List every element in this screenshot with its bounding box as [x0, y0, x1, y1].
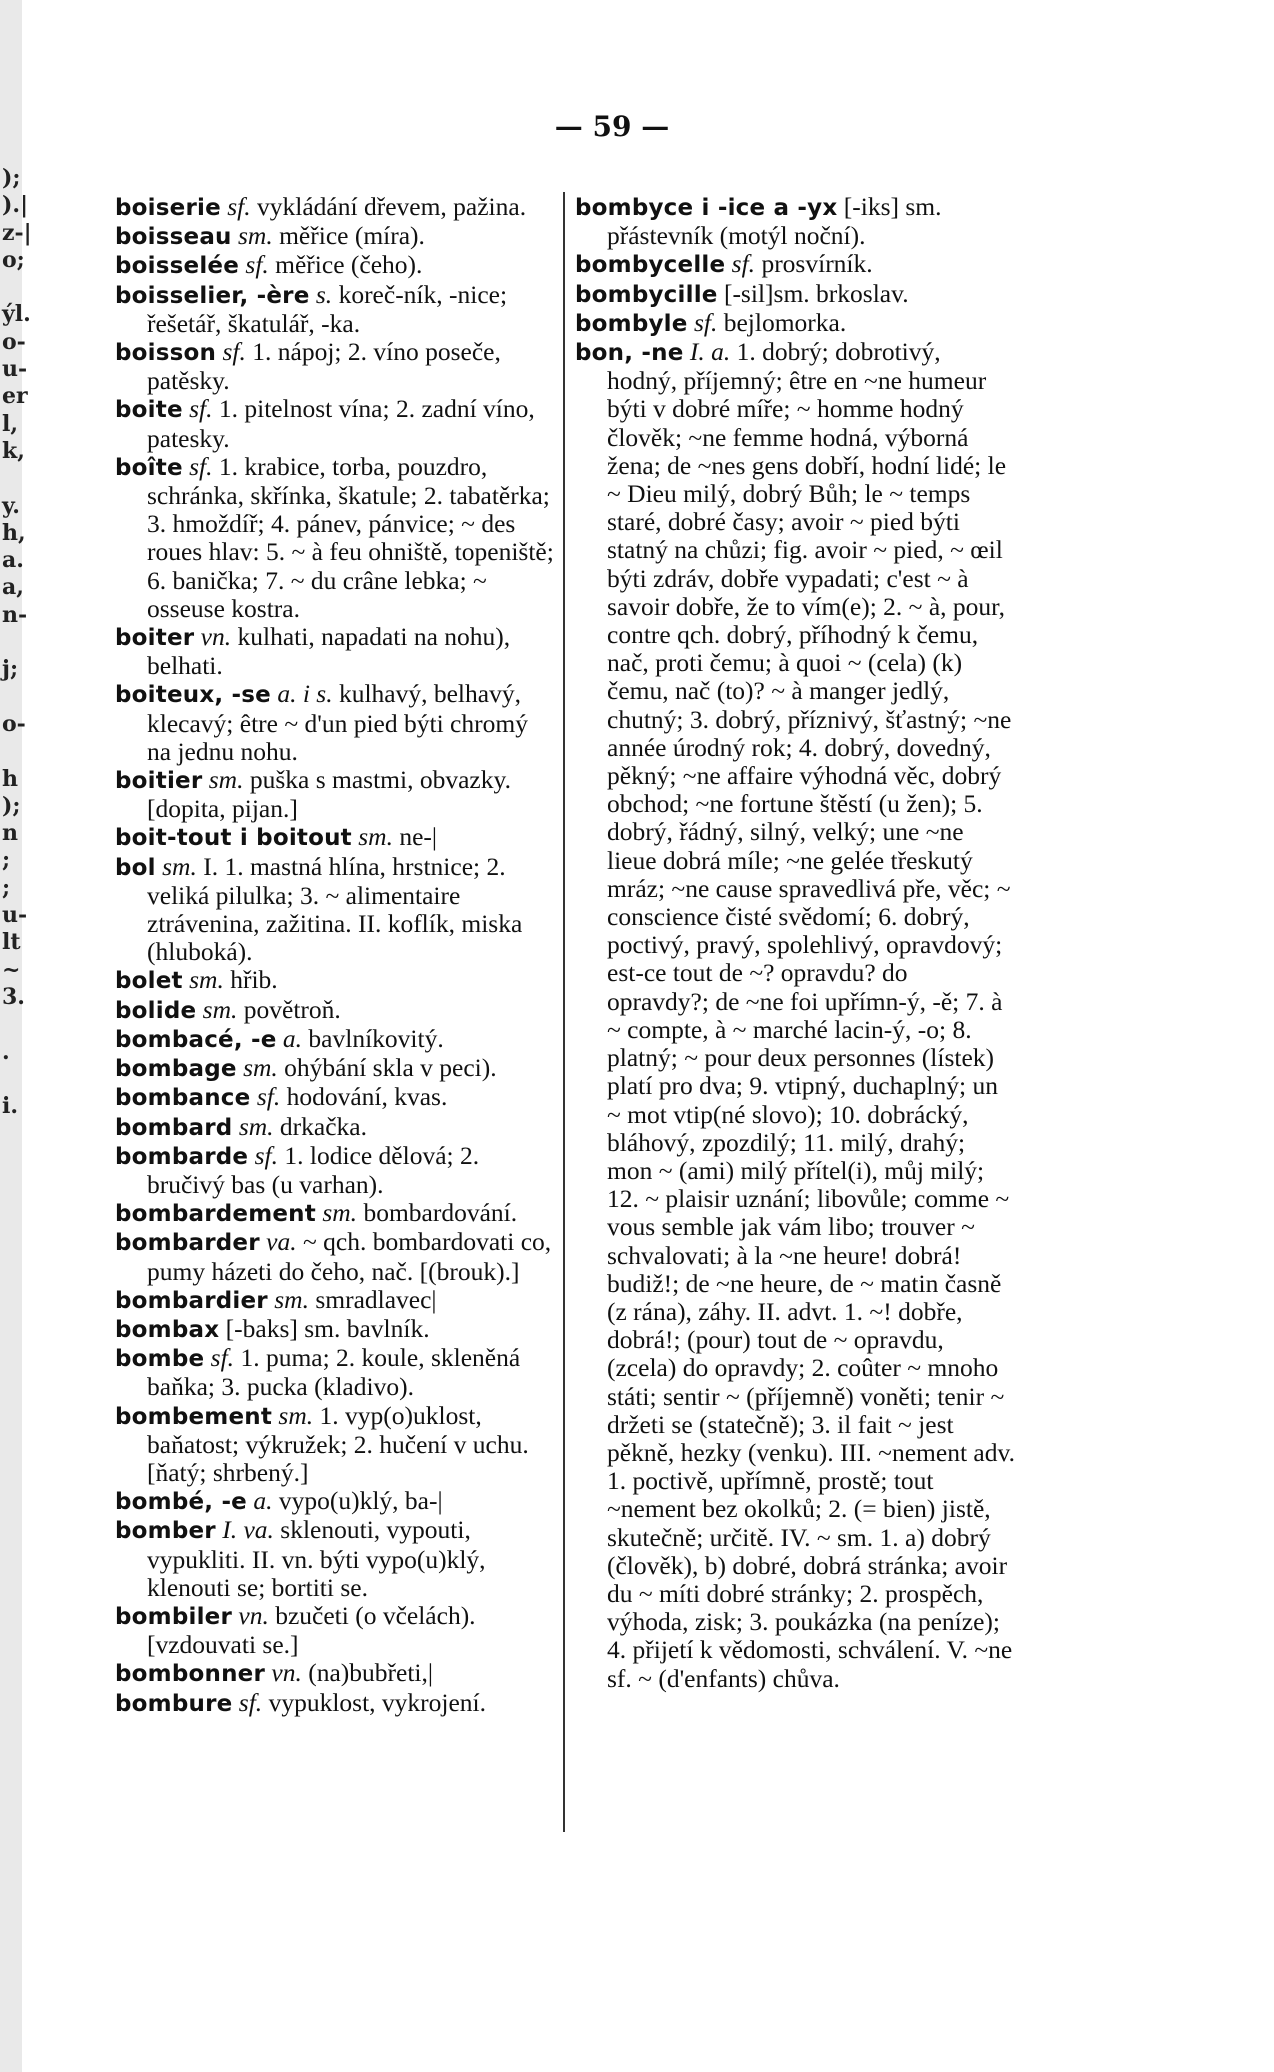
entry-definition: ohýbání skla v peci). — [284, 1053, 497, 1083]
entry-definition: 1. krabice, torba, pouzdro, schránka, skřínka, škatule; 2. tabatěrka; 3. hmoždíř; 4. pánev, pánvice; ~ des roues hlav: 5. ~ à feu ohniště, topeniště; 6. banička; 7. ~ du crâne lebka; ~ osseuse kostra. — [147, 451, 554, 623]
dictionary-entry — [115, 1402, 555, 1488]
entry-definition: bejlomorka. — [723, 307, 847, 337]
entry-headword: boisselier, -ère — [115, 282, 310, 309]
entry-part-of-speech: sf. — [227, 192, 251, 221]
entry-definition: hřib. — [230, 965, 278, 995]
entry-headword: bon, -ne — [575, 340, 684, 367]
entry-headword: bombyce i -ice a -yx — [575, 195, 838, 221]
entry-definition: I. 1. mastná hlína, hrstnice; 2. veliká pilulka; 3. ~ alimentaire ztrávenina, zažitina. II. koflík, miska (hluboká). — [147, 851, 523, 967]
entry-definition: puška s mastmi, obvazky. [dopita, pijan.] — [147, 765, 511, 824]
entry-part-of-speech: va. — [266, 1227, 297, 1257]
entry-headword: bombyle — [575, 310, 688, 337]
dictionary-entry — [575, 338, 1015, 1693]
entry-headword: bombure — [115, 1690, 233, 1717]
entry-headword: bombarde — [115, 1143, 249, 1170]
entry-part-of-speech: sf. — [256, 1082, 281, 1112]
dictionary-entry — [115, 1344, 555, 1401]
dictionary-entry — [115, 1025, 555, 1054]
entry-part-of-speech: I. a. — [689, 337, 731, 367]
entry-definition: smradlavec| — [315, 1284, 437, 1314]
entry-definition: bombardování. — [363, 1198, 518, 1228]
entry-headword: boisseau — [115, 224, 232, 251]
entry-part-of-speech: s. — [315, 279, 333, 309]
dictionary-entry — [115, 1142, 555, 1199]
dictionary-entry — [115, 1315, 555, 1344]
previous-page-text-fragments: ); ).| z-| o; ýl. o- u- er l, k, y. h, a. a, n- j; o- h ); n ; ; u- lt ~ 3. . i. — [2, 165, 32, 1120]
entry-part-of-speech: sf. — [222, 337, 246, 367]
entry-part-of-speech: sm. — [208, 765, 244, 795]
entry-part-of-speech: sf. — [210, 1343, 235, 1373]
dictionary-entry — [575, 193, 1015, 250]
entry-definition: kulhavý, belhavý, klecavý; être ~ d'un pied býti chromý na jednu nohu. — [147, 679, 528, 766]
entry-definition: vykládání dřevem, pažina. — [257, 192, 527, 221]
entry-headword: bombance — [115, 1085, 251, 1112]
entry-part-of-speech: sm. — [322, 1198, 358, 1228]
entry-headword: boitier — [115, 768, 203, 795]
entry-part-of-speech: sm. — [278, 1400, 314, 1430]
entry-definition: sklenouti, vypouti, vypukliti. II. vn. býti vypo(u)klý, klenouti se; bortiti se. — [147, 1515, 486, 1602]
entry-headword: bombage — [115, 1056, 237, 1083]
entry-headword: boite — [115, 397, 183, 424]
entry-headword: boîte — [115, 454, 183, 481]
entry-headword: bombement — [115, 1403, 273, 1430]
dictionary-entry — [115, 823, 555, 852]
entry-part-of-speech: vn. — [271, 1658, 302, 1688]
entry-part-of-speech: sf. — [238, 1687, 263, 1717]
dictionary-entry — [115, 1689, 555, 1718]
entry-part-of-speech: sf. — [693, 307, 718, 337]
dictionary-entry — [115, 1487, 555, 1516]
column-divider — [563, 192, 565, 1832]
entry-part-of-speech: sm. — [238, 1111, 274, 1141]
entry-definition: vypuklost, vykrojení. — [268, 1687, 487, 1717]
dictionary-entry — [115, 338, 555, 395]
entry-headword: bomber — [115, 1518, 216, 1545]
entry-definition: 1. puma; 2. koule, skleněná baňka; 3. pucka (kladivo). — [147, 1343, 521, 1402]
entry-part-of-speech: sm. — [243, 1053, 278, 1083]
entry-definition: měřice (míra). — [279, 221, 425, 251]
entry-definition: vypo(u)klý, ba-| — [278, 1486, 443, 1516]
dictionary-entry — [115, 966, 555, 995]
dictionary-entry — [115, 623, 555, 680]
entry-part-of-speech: vn. — [238, 1600, 269, 1630]
dictionary-entry — [115, 1286, 555, 1315]
previous-page-edge — [0, 0, 60, 2072]
entry-headword: bombardier — [115, 1287, 268, 1314]
dictionary-page — [60, 0, 1274, 2072]
dictionary-entry — [115, 766, 555, 823]
dictionary-entry — [115, 453, 555, 623]
dictionary-entry — [575, 309, 1015, 338]
dictionary-entry — [115, 395, 555, 452]
entry-headword: boiteux, -se — [115, 682, 271, 709]
entry-part-of-speech: sm. — [238, 221, 273, 251]
entry-headword: bombonner — [115, 1661, 265, 1688]
entry-headword: bolet — [115, 968, 183, 995]
entry-definition: ~ qch. bombardovati co, pumy házeti do čeho, nač. [(brouk).] — [147, 1227, 552, 1286]
entry-definition: hodování, kvas. — [286, 1082, 448, 1112]
entry-headword: bombe — [115, 1346, 205, 1373]
entry-headword: bol — [115, 854, 156, 881]
dictionary-entry — [115, 1083, 555, 1112]
dictionary-entry — [115, 193, 555, 222]
entry-definition: povětroň. — [243, 994, 341, 1024]
entry-headword: bolide — [115, 997, 197, 1024]
entry-definition: [-iks] sm. přástevník (motýl noční). — [607, 192, 942, 251]
entry-definition: (na)bubřeti,| — [308, 1658, 433, 1688]
entry-headword: bombycelle — [575, 252, 726, 279]
entry-definition: drkačka. — [279, 1111, 367, 1141]
dictionary-entry — [115, 1054, 555, 1083]
entry-part-of-speech: a. — [253, 1486, 273, 1516]
entry-headword: bombacé, -e — [115, 1026, 277, 1053]
entry-part-of-speech: sm. — [358, 822, 393, 852]
left-column — [115, 193, 555, 1718]
entry-part-of-speech: sm. — [189, 965, 224, 995]
dictionary-entry — [115, 680, 555, 766]
entry-part-of-speech: vn. — [200, 622, 232, 652]
dictionary-entry — [115, 996, 555, 1025]
entry-part-of-speech: sf. — [254, 1140, 278, 1170]
entry-headword: boit-tout i boitout — [115, 825, 352, 852]
entry-definition: [-sil]sm. brkoslav. — [723, 278, 909, 308]
entry-headword: bombarder — [115, 1230, 260, 1257]
entry-definition: kulhati, napadati na nohu), belhati. — [147, 622, 511, 681]
entry-definition: 1. nápoj; 2. víno poseče, patěsky. — [147, 337, 501, 396]
dictionary-entry — [575, 250, 1015, 279]
dictionary-entry — [115, 1516, 555, 1602]
entry-definition: koreč-ník, -nice; řešetář, škatulář, -ka. — [147, 279, 508, 338]
entry-definition: [-baks] sm. bavlník. — [225, 1313, 430, 1343]
entry-part-of-speech: sf. — [245, 250, 269, 280]
right-column — [575, 193, 1015, 1693]
entry-definition: bavlníkovitý. — [308, 1023, 444, 1053]
dictionary-entry — [115, 1199, 555, 1228]
dictionary-entry — [115, 251, 555, 280]
entry-definition: 1. dobrý; dobrotivý, hodný, příjemný; être en ~ne humeur býti v dobré míře; ~ homme hodný člověk; ~ne femme hodná, výborná žena; de ~nes gens dobří, hodní lidé; le ~ Dieu milý, dobrý Bůh; le ~ temps staré, dobré časy; avoir ~ pied býti statný na chůzi; fig. avoir ~ pied, ~ œil býti zdráv, dobře vypadati; c'est ~ à savoir dobře, že to vím(e); 2. ~ à, pour, contre qch. dobrý, příhodný k čemu, nač, proti čemu; à quoi ~ (cela) (k) čemu, nač (to)? ~ à manger jedlý, chutný; 3. dobrý, příznivý, šťastný; ~ne année úrodný rok; 4. dobrý, dovedný, pěkný; ~ne affaire výhodná věc, dobrý obchod; ~ne fortune štěstí (u žen); 5. dobrý, řádný, silný, velký; une ~ne lieue dobrá míle; ~ne gelée třeskutý mráz; ~ne cause spravedlivá pře, věc; ~ conscience čisté svědomí; 6. dobrý, poctivý, pravý, spolehlivý, opravdový; est-ce tout de ~? opravdu? do opravdy?; de ~ne foi upřímn-ý, -ě; 7. à ~ compte, à ~ marché lacin-ý, -o; 8. platný; ~ pour deux personnes (lístek) platí pro dva; 9. vtipný, duchaplný; un ~ mot vtip(né slovo); 10. dobrácký, bláhový, zpozdilý; 11. milý, drahý; mon ~ (ami) milý přítel(i), můj milý; 12. ~ plaisir uznání; libovůle; comme ~ vous semble jak vám libo; trouver ~ schvalovati; à la ~ne heure! dobrá! budiž!; de ~ne heure, de ~ matin časně (z rána), záhy. II. advt. 1. ~! dobře, dobrá!; (pour) tout de ~ opravdu, (zcela) do opravdy; 2. coûter ~ mnoho státi; sentir ~ (příjemně) voněti; tenir ~ držeti se (statečně); 3. il fait ~ jest pěkně, hezky (venku). III. ~nement adv. 1. poctivě, upřímně, prostě; tout ~nement bez okolků; 2. (= bien) jistě, skutečně; určitě. IV. ~ sm. 1. a) dobrý (člověk), b) dobré, dobrá stránka; avoir du ~ míti dobré stránky; 2. prospěch, výhoda, zisk; 3. poukázka (na peníze); 4. přijetí k vědomosti, schválení. V. ~ne sf. ~ (d'enfants) chůva. — [607, 337, 1015, 1693]
dictionary-entry — [575, 280, 1015, 309]
dictionary-entry — [115, 1659, 555, 1688]
entry-headword: bombycille — [575, 281, 718, 308]
dictionary-entry — [115, 853, 555, 967]
entry-headword: boiter — [115, 625, 195, 652]
entry-part-of-speech: sm. — [162, 851, 197, 881]
entry-part-of-speech: sf. — [189, 394, 213, 424]
entry-headword: bombé, -e — [115, 1489, 247, 1516]
entry-definition: bzučeti (o včelách). [vzdouvati se.] — [147, 1600, 476, 1660]
entry-headword: bombard — [115, 1114, 233, 1141]
dictionary-entry — [115, 222, 555, 251]
dictionary-entry — [115, 1602, 555, 1659]
entry-part-of-speech: sm. — [202, 994, 238, 1024]
entry-part-of-speech: I. va. — [222, 1515, 274, 1545]
entry-definition: měřice (čeho). — [275, 250, 423, 280]
entry-definition: 1. lodice dělová; 2. bručivý bas (u varhan). — [147, 1140, 480, 1199]
entry-definition: ne-| — [399, 822, 438, 852]
entry-headword: boisson — [115, 340, 217, 367]
entry-headword: bombardement — [115, 1201, 316, 1228]
dictionary-entry — [115, 1113, 555, 1142]
entry-headword: boisselée — [115, 253, 240, 280]
entry-definition: 1. pitelnost vína; 2. zadní víno, patesky. — [147, 394, 535, 453]
entry-part-of-speech: a. — [282, 1023, 303, 1053]
dictionary-entry — [115, 281, 555, 338]
entry-definition: prosvírník. — [761, 249, 873, 279]
entry-headword: boiserie — [115, 195, 221, 221]
entry-part-of-speech: sm. — [274, 1284, 309, 1314]
page-number: — 59 — — [554, 110, 670, 143]
dictionary-entry — [115, 1228, 555, 1285]
entry-part-of-speech: sf. — [189, 451, 213, 481]
entry-definition: 1. vyp(o)uklost, baňatost; výkružek; 2. hučení v uchu. [ňatý; shrbený.] — [147, 1400, 529, 1487]
entry-headword: bombiler — [115, 1603, 233, 1630]
entry-part-of-speech: sf. — [731, 249, 756, 279]
entry-headword: bombax — [115, 1316, 220, 1343]
entry-part-of-speech: a. i s. — [277, 679, 333, 709]
